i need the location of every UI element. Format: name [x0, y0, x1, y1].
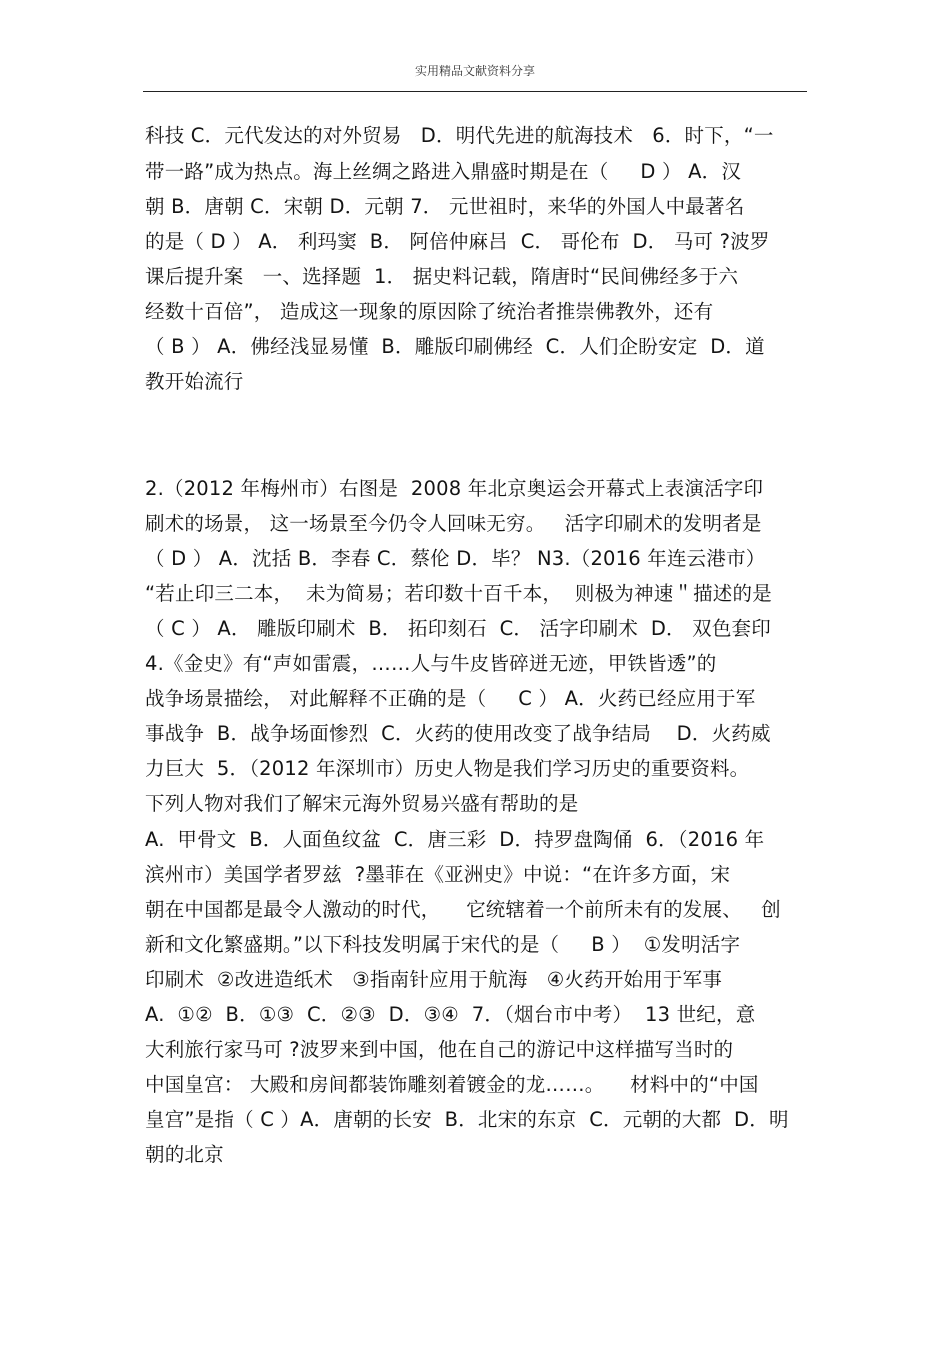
text-line: “若止印三二本， 未为简易；若印数十百千本， 则极为神速＂描述的是: [145, 582, 772, 605]
text-line: 下列人物对我们了解宋元海外贸易兴盛有帮助的是: [145, 792, 579, 815]
text-line: 教开始流行: [145, 370, 244, 393]
header-rule: [143, 91, 807, 92]
text-line: （ D ） A．沈括 B．李春 C．蔡伦 D．毕？ N3.（2016 年连云港市）: [145, 547, 766, 570]
text-line: 课后提升案 一、选择题 1． 据史料记载，隋唐时“民间佛经多于六: [145, 265, 739, 288]
text-line: （ C ） A． 雕版印刷术 B． 拓印刻石 C． 活字印刷术 D． 双色套印: [145, 617, 771, 640]
text-line: 中国皇宫： 大殿和房间都装饰雕刻着镀金的龙……。 材料中的“中国: [145, 1073, 759, 1096]
page-header: 实用精品文献资料分享: [414, 64, 535, 78]
text-line: 新和文化繁盛期。”以下科技发明属于宋代的是（ B ） ①发明活字: [145, 933, 741, 956]
text-line: 带一路”成为热点。海上丝绸之路进入鼎盛时期是在（ D ） A．汉: [145, 160, 742, 183]
text-line: 的是（ D ） A． 利玛窦 B． 阿倍仲麻吕 C． 哥伦布 D． 马可 ?波罗: [145, 230, 770, 253]
text-line: A. 甲骨文 B．人面鱼纹盆 C．唐三彩 D．持罗盘陶俑 6．（2016 年: [145, 828, 765, 851]
text-line: 4.《金史》有“声如雷震，……人与牛皮皆碎迸无迹，甲铁皆透”的: [145, 652, 717, 675]
text-line: 朝在中国都是最令人激动的时代， 它统辖着一个前所未有的发展、 创: [145, 898, 781, 921]
text-line: 滨州市）美国学者罗兹 ?墨菲在《亚洲史》中说：“在许多方面，宋: [145, 863, 731, 886]
text-line: 朝的北京: [145, 1143, 224, 1166]
text-line: 力巨大 5．（2012 年深圳市）历史人物是我们学习历史的重要资料。: [145, 757, 750, 780]
text-line: 战争场景描绘， 对此解释不正确的是（ C ） A．火药已经应用于军: [145, 687, 756, 710]
text-line: （ B ） A．佛经浅显易懂 B．雕版印刷佛经 C．人们企盼安定 D．道: [145, 335, 765, 358]
text-line: 朝 B．唐朝 C．宋朝 D．元朝 7． 元世祖时，来华的外国人中最著名: [145, 195, 745, 218]
text-line: 皇宫”是指（ C ）A．唐朝的长安 B．北宋的东京 C．元朝的大都 D．明: [145, 1108, 789, 1131]
text-line: 科技 C．元代发达的对外贸易 D．明代先进的航海技术 6．时下，“一: [145, 124, 774, 147]
text-line: 2.（2012 年梅州市）右图是 2008 年北京奥运会开幕式上表演活字印: [145, 477, 764, 500]
text-line: 印刷术 ②改进造纸术 ③指南针应用于航海 ④火药开始用于军事: [145, 968, 723, 991]
text-line: 刷术的场景， 这一场景至今仍令人回味无穷。 活字印刷术的发明者是: [145, 512, 762, 535]
text-line: 大利旅行家马可 ?波罗来到中国，他在自己的游记中这样描写当时的: [145, 1038, 734, 1061]
text-line: A. ①② B．①③ C．②③ D．③④ 7．（烟台市中考） 13 世纪，意: [145, 1003, 756, 1026]
text-line: 事战争 B．战争场面惨烈 C．火药的使用改变了战争结局 D．火药威: [145, 722, 771, 745]
text-line: 经数十百倍”， 造成这一现象的原因除了统治者推崇佛教外，还有: [145, 300, 714, 323]
